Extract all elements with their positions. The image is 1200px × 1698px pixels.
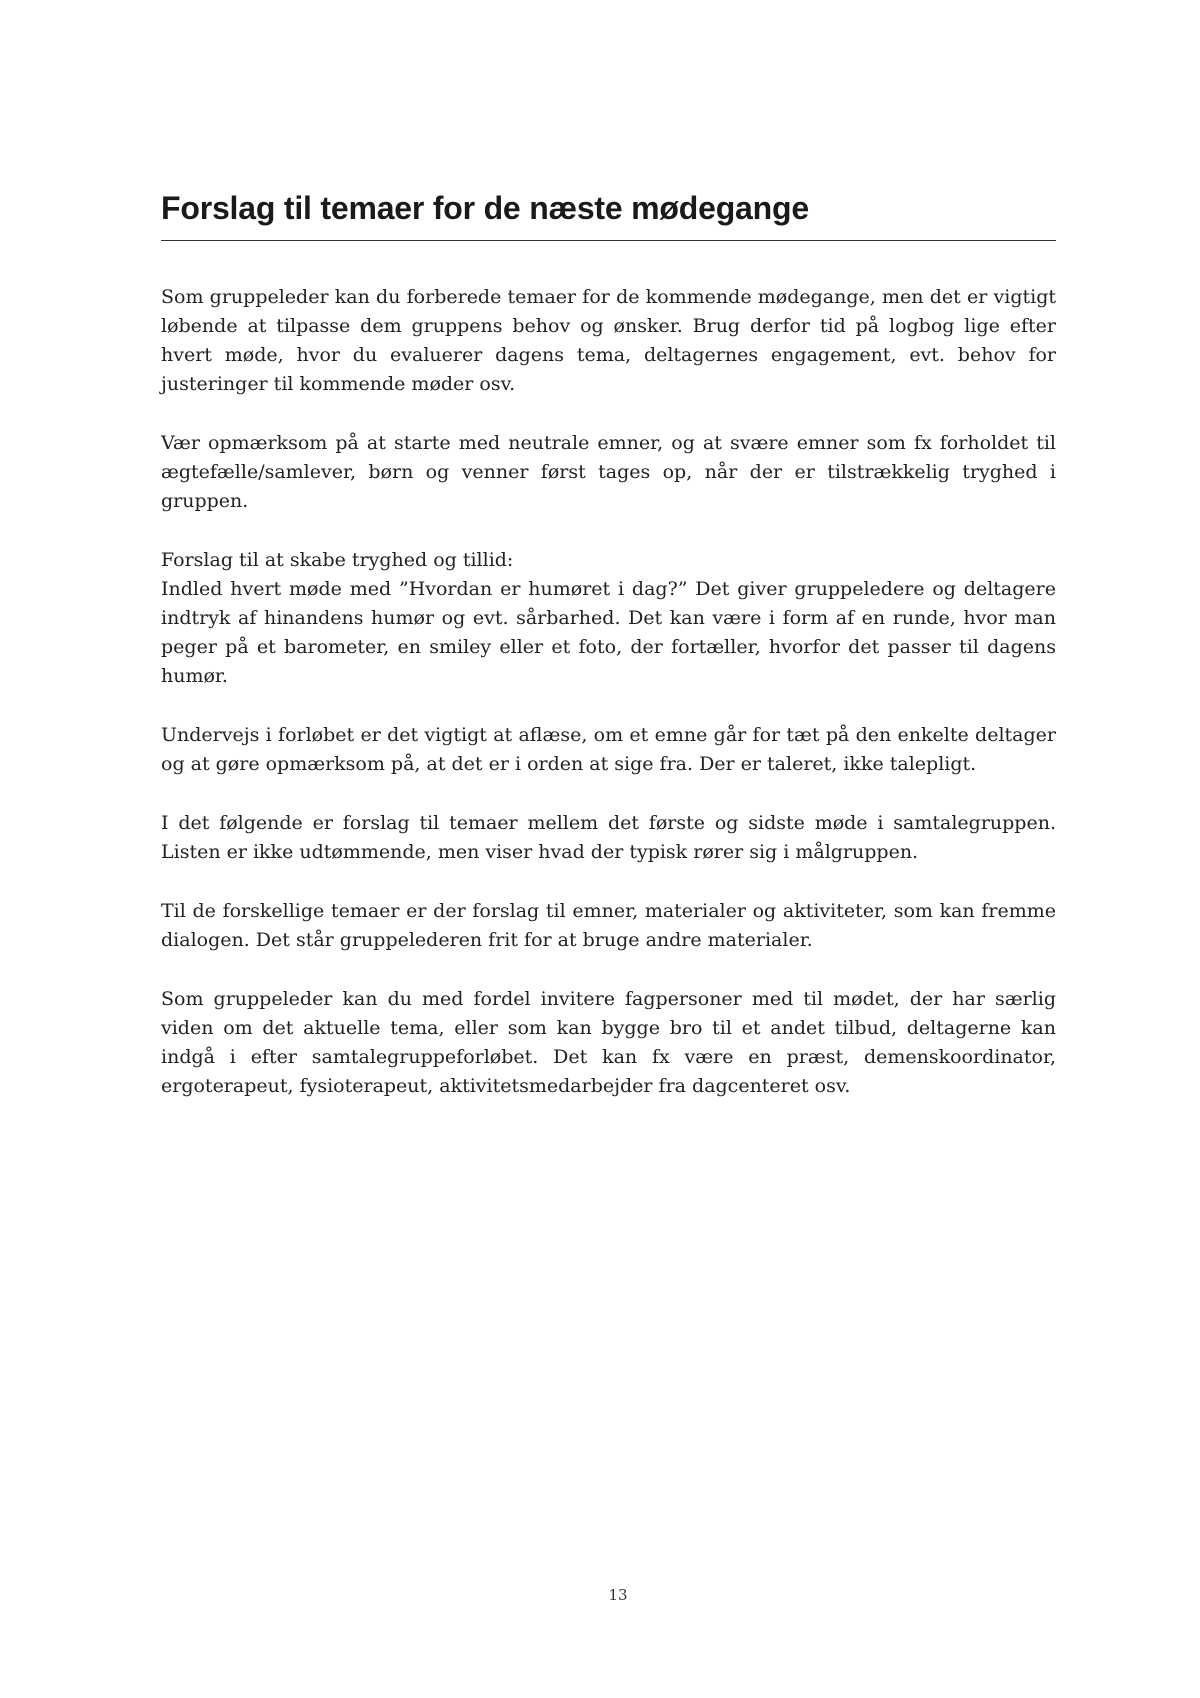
paragraph-1: Som gruppeleder kan du forberede temaer for de kommende mødegange, men det er vigtigt løbende at tilpasse dem gruppens behov og ønsker. Brug derfor tid på logbog lige efter hvert møde, hvor du evaluerer dagens tema, deltagernes engagement, evt. behov for justeringer til kommende møder osv. — [161, 286, 1056, 395]
tryghed-text: Indled hvert møde med ”Hvordan er humøret i dag?” Det giver gruppeledere og deltagere indtryk af hinandens humør og evt. sårbarhed. Det kan være i form af en runde, hvor man peger på et barometer, en smiley eller et foto, der fortæller, hvorfor det passer til dagens humør. — [161, 578, 1056, 687]
paragraph-6: Til de forskellige temaer er der forslag til emner, materialer og aktiviteter, som kan fremme dialogen. Det står gruppelederen frit for at bruge andre materialer. — [161, 900, 1056, 951]
page-heading: Forslag til temaer for de næste mødegange — [161, 190, 809, 226]
paragraph-5: I det følgende er forslag til temaer mellem det første og sidste møde i samtalegruppen. Listen er ikke udtømmende, men viser hvad der typisk rører sig i målgruppen. — [161, 812, 1056, 863]
paragraph-4: Undervejs i forløbet er det vigtigt at aflæse, om et emne går for tæt på den enkelte deltager og at gøre opmærksom på, at det er i orden at sige fra. Der er taleret, ikke talepligt. — [161, 724, 1056, 775]
tryghed-intro: Forslag til at skabe tryghed og tillid: — [161, 549, 514, 571]
paragraph-7: Som gruppeleder kan du med fordel invitere fagpersoner med til mødet, der har særlig viden om det aktuelle tema, eller som kan bygge bro til et andet tilbud, deltagerne kan indgå i efter samtalegruppeforløbet. Det kan fx være en præst, demenskoordinator, ergoterapeut, fysioterapeut, aktivitetsmedarbejder fra dagcenteret osv. — [161, 988, 1056, 1097]
paragraph-tryghed — [161, 546, 1056, 691]
heading-divider — [161, 240, 1056, 241]
page-number: 13 — [608, 1586, 628, 1604]
body-text — [161, 283, 1056, 1131]
paragraph-2: Vær opmærksom på at starte med neutrale emner, og at svære emner som fx forholdet til ægtefælle/samlever, børn og venner først tages op, når der er tilstrækkelig tryghed i gruppen. — [161, 432, 1056, 512]
